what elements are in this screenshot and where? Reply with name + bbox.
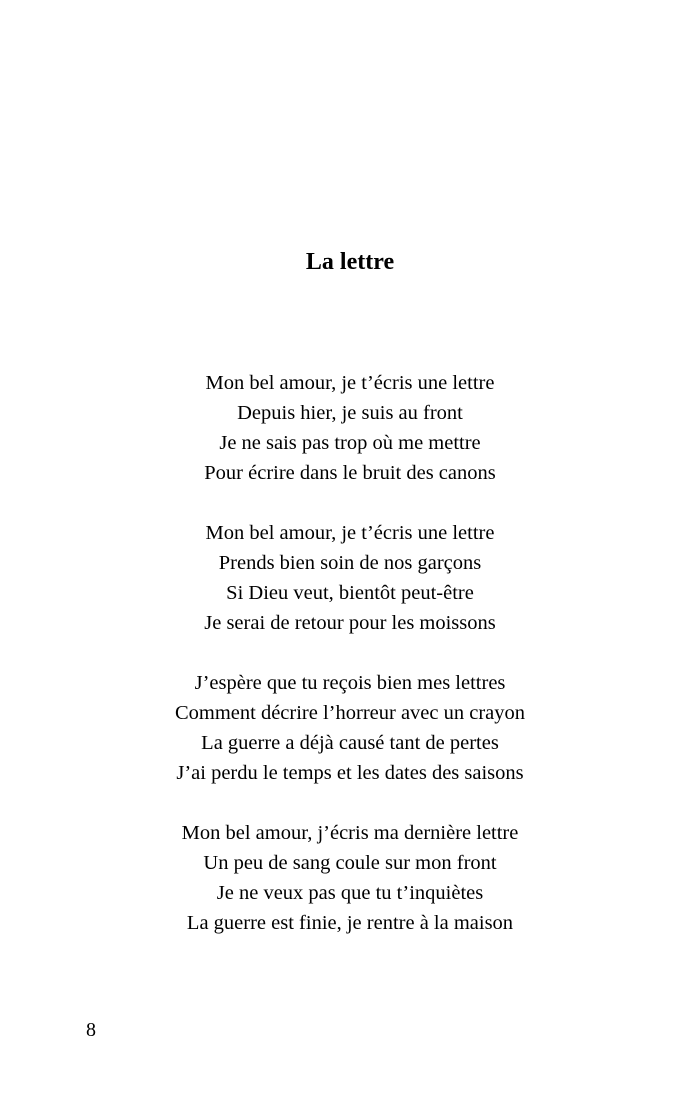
poem-line: Depuis hier, je suis au front bbox=[237, 402, 463, 424]
stanza-4 bbox=[0, 818, 700, 938]
stanza-3 bbox=[0, 668, 700, 788]
poem-line: Mon bel amour, je t’écris une lettre bbox=[205, 522, 495, 544]
poem-line: Mon bel amour, je t’écris une lettre bbox=[205, 372, 495, 394]
page-number: 8 bbox=[86, 1019, 96, 1041]
poem-line: Je ne sais pas trop où me mettre bbox=[219, 432, 481, 454]
poem-line: Mon bel amour, j’écris ma dernière lettre bbox=[181, 822, 519, 844]
poem-line: La guerre est finie, je rentre à la maison bbox=[186, 912, 514, 934]
poem-line: J’espère que tu reçois bien mes lettres bbox=[194, 672, 506, 694]
poem-line: Comment décrire l’horreur avec un crayon bbox=[174, 702, 526, 724]
poem-body bbox=[0, 368, 700, 968]
poem-line: Je serai de retour pour les moissons bbox=[204, 612, 496, 634]
poem-line: Je ne veux pas que tu t’inquiètes bbox=[216, 882, 484, 904]
poem-line: J’ai perdu le temps et les dates des saisons bbox=[176, 762, 524, 784]
poem-line: Un peu de sang coule sur mon front bbox=[203, 852, 497, 874]
stanza-1 bbox=[0, 368, 700, 488]
poem-line: La guerre a déjà causé tant de pertes bbox=[201, 732, 499, 754]
poem-line: Si Dieu veut, bientôt peut-être bbox=[226, 582, 474, 604]
poem-line: Prends bien soin de nos garçons bbox=[218, 552, 482, 574]
stanza-2 bbox=[0, 518, 700, 638]
poem-line: Pour écrire dans le bruit des canons bbox=[204, 462, 496, 484]
poem-title: La lettre bbox=[305, 249, 395, 275]
